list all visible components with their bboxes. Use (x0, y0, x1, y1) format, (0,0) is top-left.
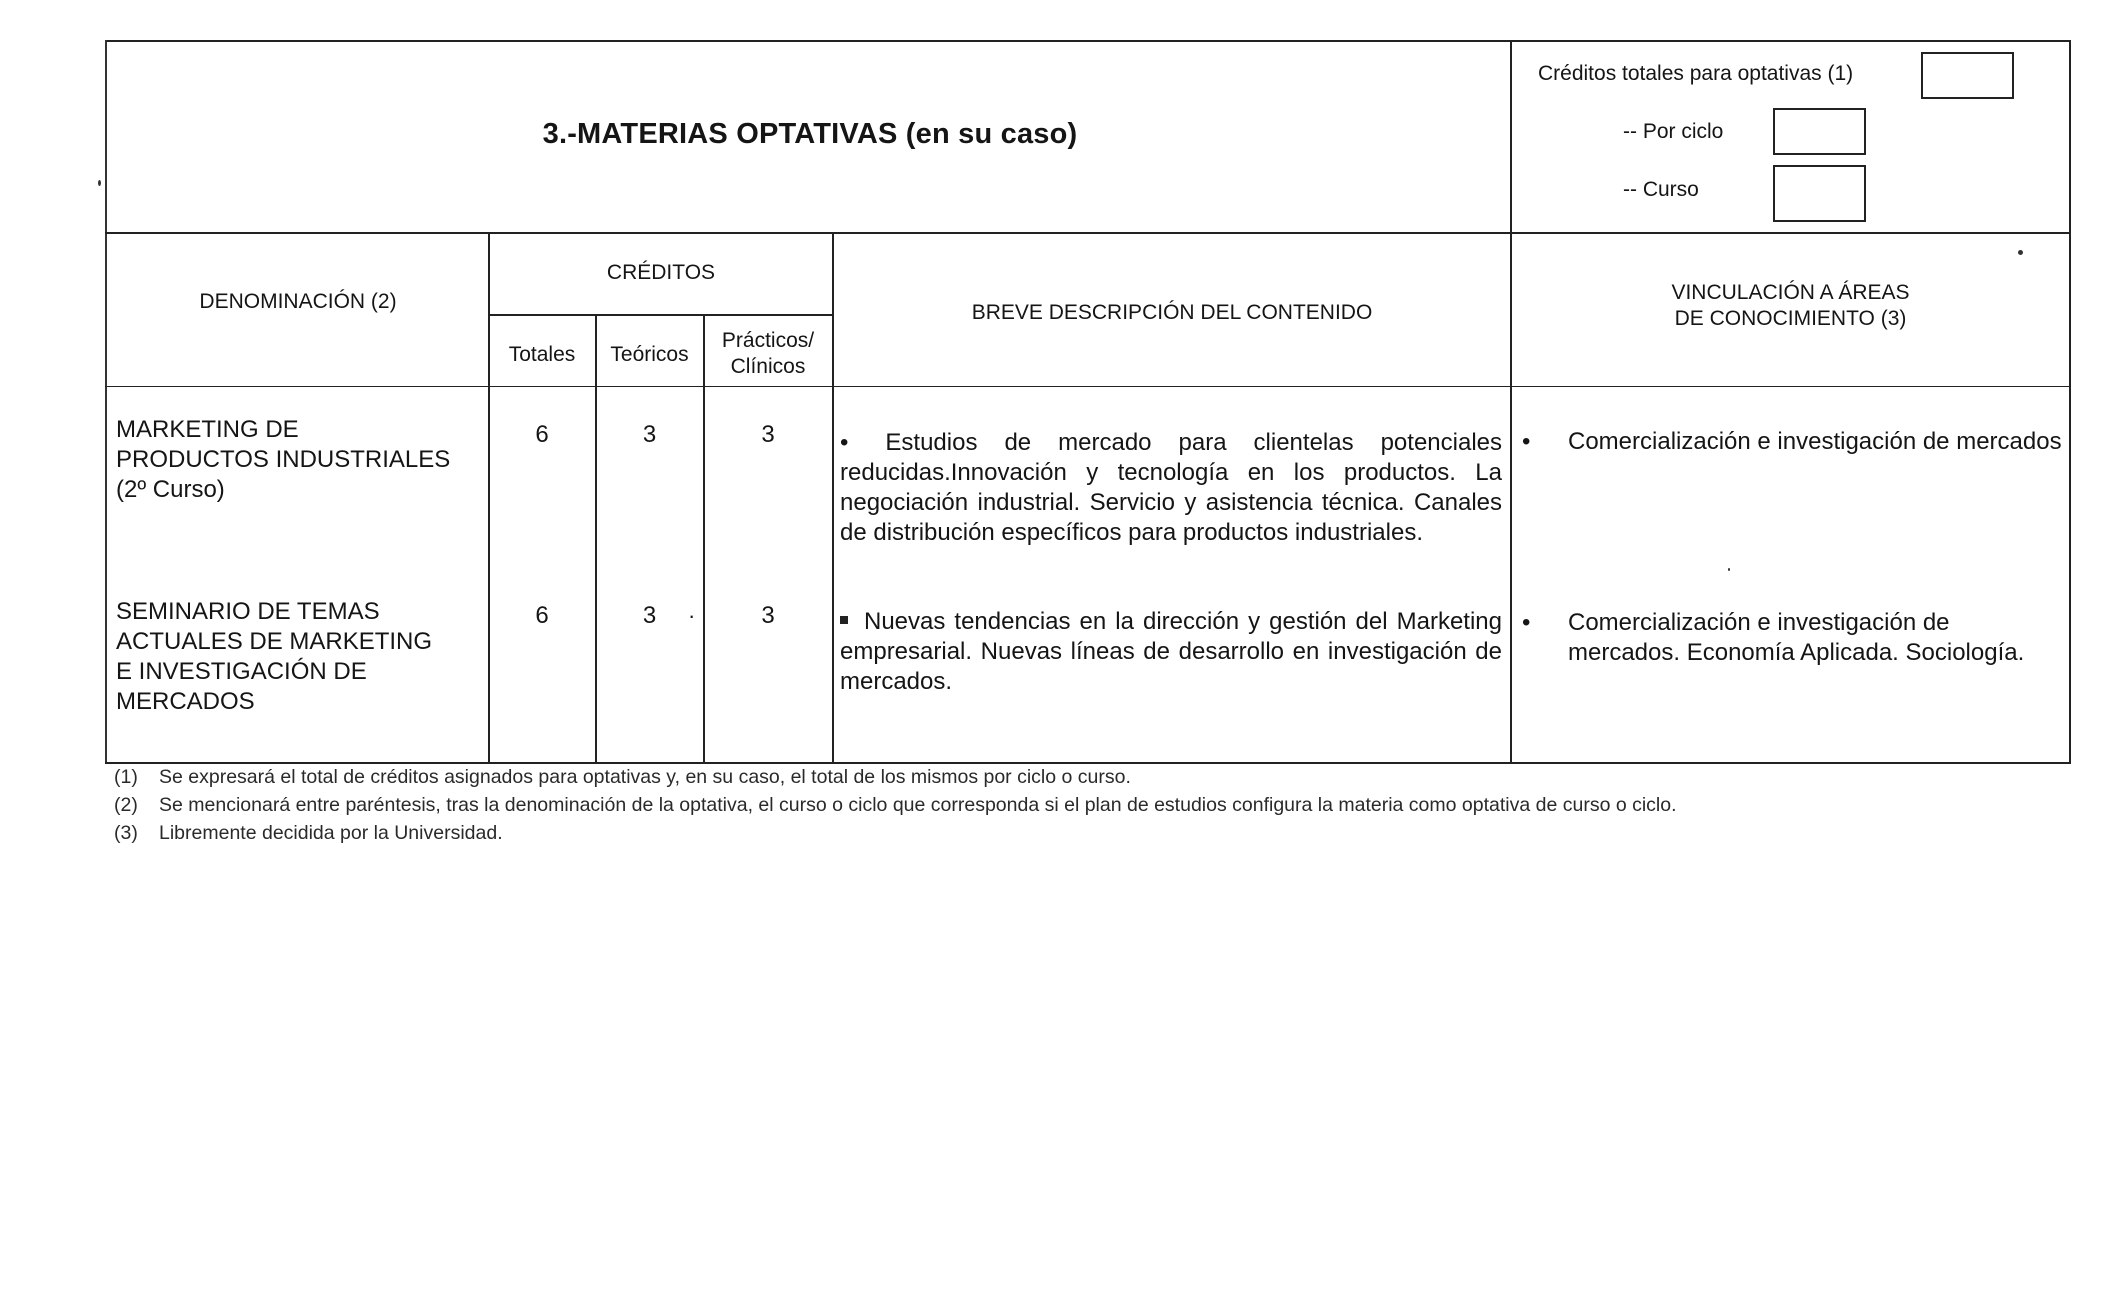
footnote-number: (3) (114, 822, 138, 844)
scan-speck (2018, 250, 2023, 255)
course-name: SEMINARIO DE TEMAS ACTUALES DE MARKETING E INVESTIGACIÓN DE MERCADOS (116, 598, 433, 715)
header-divider (1510, 42, 1512, 232)
credits-total-field[interactable] (1921, 52, 2014, 99)
column-header-totales: Totales (508, 343, 576, 366)
credits-practicos: 3 (761, 421, 775, 448)
credits-teoricos: 3 (642, 421, 657, 448)
per-course-label: -- Curso (1623, 178, 1699, 201)
column-header-denominacion: DENOMINACIÓN (2) (199, 290, 397, 313)
section-title: 3.-MATERIAS OPTATIVAS (en su caso) (542, 118, 1078, 150)
column-divider (703, 314, 705, 762)
column-header-teoricos: Teóricos (610, 343, 689, 366)
footnote (114, 766, 1131, 789)
scan-speck (98, 180, 101, 186)
table-right-border (2069, 232, 2071, 764)
footnote-text: Se expresará el total de créditos asignados para optativas y, en su caso, el total de los mismos por ciclo o curso. (159, 766, 1131, 788)
stray-mark: · (688, 603, 696, 628)
per-cycle-label: -- Por ciclo (1623, 120, 1724, 143)
credits-totales: 6 (535, 602, 549, 629)
credits-subheader-rule (489, 314, 833, 316)
table-left-border (105, 40, 107, 762)
course-name: MARKETING DE PRODUCTOS INDUSTRIALES (2º Curso) (116, 416, 451, 503)
footnote-text: Libremente decidida por la Universidad. (159, 822, 503, 844)
column-divider (488, 232, 490, 762)
course-description (840, 607, 1502, 697)
footnote-number: (2) (114, 794, 138, 816)
column-divider (595, 314, 597, 762)
knowledge-area (1522, 608, 2067, 668)
bullet-icon: • (1522, 428, 1531, 455)
column-header-practicos: Prácticos/ Clínicos (721, 329, 815, 378)
scan-speck (1728, 568, 1730, 571)
credits-practicos: 3 (761, 602, 775, 629)
per-cycle-field[interactable] (1773, 108, 1866, 155)
credits-total-label: Créditos totales para optativas (1) (1538, 62, 1854, 85)
per-course-field[interactable] (1773, 165, 1866, 222)
course-description (840, 428, 1502, 548)
table-bottom-rule (105, 762, 2071, 764)
footnote-number: (1) (114, 766, 138, 788)
course-description-text: Estudios de mercado para clientelas potenciales reducidas.Innovación y tecnología en los productos. La negociación industrial. Servicio y asistencia técnica. Canales de distribución específicos para productos industriales. (840, 429, 1503, 546)
footnote (114, 794, 1677, 817)
bullet-icon: • (840, 429, 849, 456)
knowledge-area-text: Comercialización e investigación de mercados. Economía Aplicada. Sociología. (1568, 609, 2025, 666)
column-header-descripcion: BREVE DESCRIPCIÓN DEL CONTENIDO (971, 301, 1373, 324)
column-header-vinculacion: VINCULACIÓN A ÁREAS DE CONOCIMIENTO (3) (1671, 281, 1910, 330)
square-bullet-icon (840, 616, 848, 624)
table-header-bottom-rule (105, 386, 2071, 387)
bullet-icon: • (1522, 609, 1531, 636)
knowledge-area (1522, 427, 2067, 457)
footnote (114, 822, 503, 845)
credits-totales: 6 (535, 421, 549, 448)
credits-teoricos: 3 (642, 602, 657, 629)
table-top-rule (105, 232, 2071, 234)
column-header-creditos: CRÉDITOS (606, 261, 716, 284)
footnote-text: Se mencionará entre paréntesis, tras la denominación de la optativa, el curso o ciclo que corresponda si el plan de estudios configura la materia como optativa de curso o ciclo. (159, 794, 1677, 816)
knowledge-area-text: Comercialización e investigación de mercados (1568, 428, 2062, 455)
course-description-text: Nuevas tendencias en la dirección y gestión del Marketing empresarial. Nuevas líneas de desarrollo en investigación de mercados. (840, 608, 1502, 695)
